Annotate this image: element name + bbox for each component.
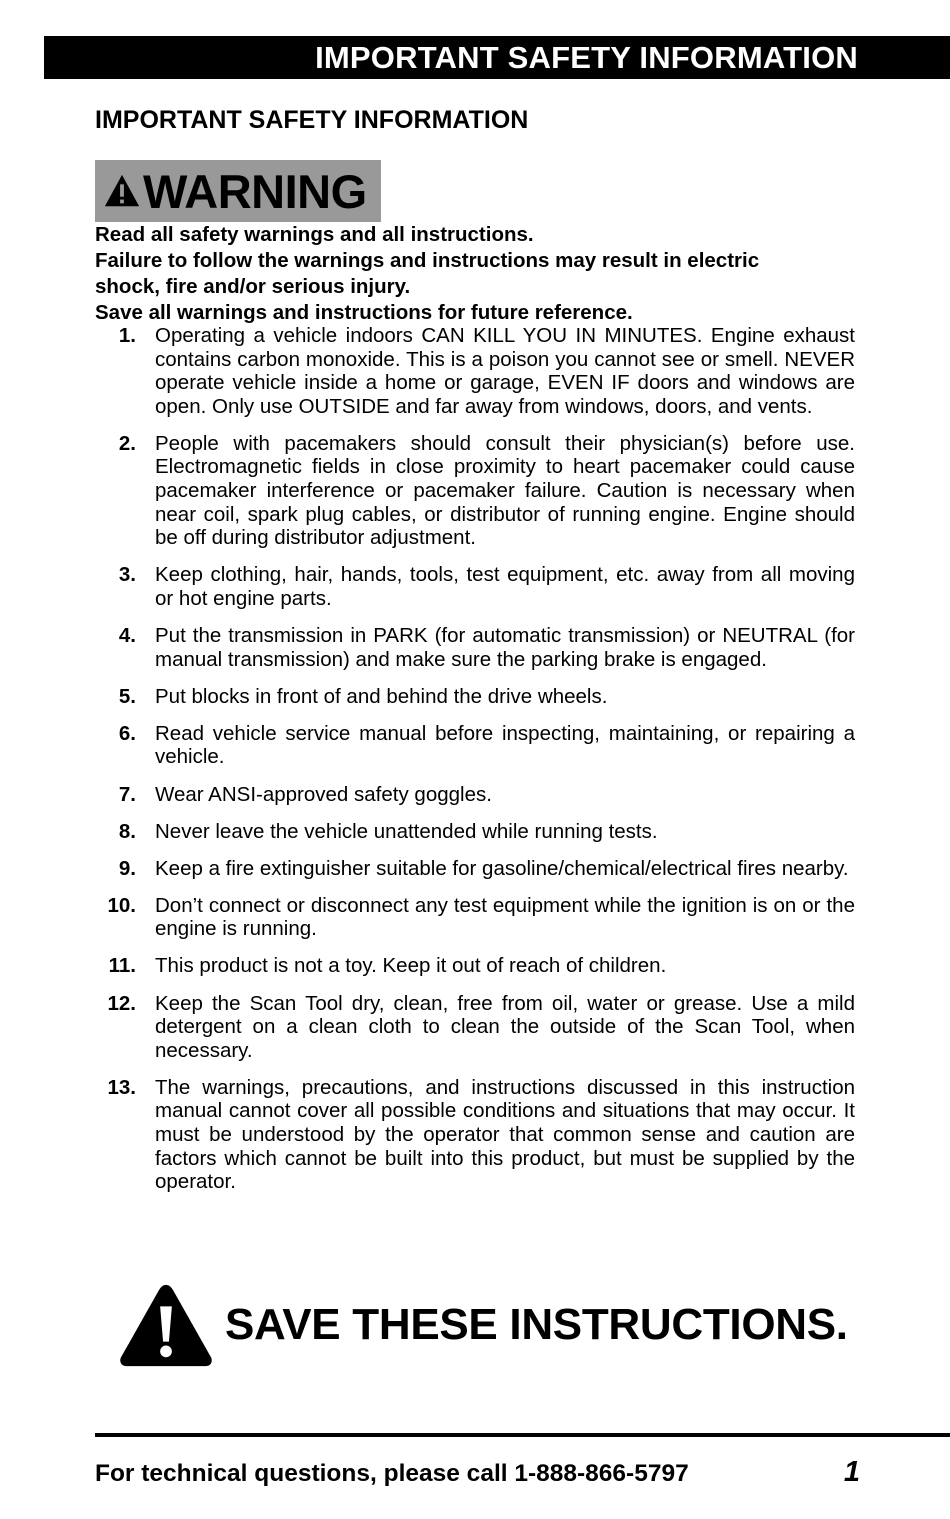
intro-line: Failure to follow the warnings and instructions may result in electric	[95, 249, 760, 272]
save-notice-text: SAVE THESE INSTRUCTIONS.	[225, 1300, 848, 1349]
list-item	[95, 954, 855, 978]
list-item	[95, 992, 855, 1063]
item-text: This product is not a toy. Keep it out of reach of children.	[155, 954, 667, 978]
item-text: Never leave the vehicle unattended while running tests.	[155, 819, 658, 843]
item-number: 12.	[107, 991, 136, 1015]
footer-contact: For technical questions, please call 1-888-866-5797	[95, 1460, 689, 1487]
item-text: Put blocks in front of and behind the drive wheels.	[155, 684, 608, 708]
item-number: 9.	[118, 856, 136, 880]
item-text: Keep the Scan Tool dry, clean, free from oil, water or grease. Use a mild detergent on a clean cloth to clean the outside of the Scan Tool, when necessary.	[155, 991, 855, 1062]
item-text: Don’t connect or disconnect any test equipment while the ignition is on or the engine is running.	[155, 893, 855, 941]
item-text: Keep clothing, hair, hands, tools, test equipment, etc. away from all moving or hot engine parts.	[155, 563, 855, 610]
safety-list	[95, 324, 855, 1207]
list-item	[95, 857, 855, 881]
warning-badge	[95, 160, 381, 222]
item-text: Read vehicle service manual before inspecting, maintaining, or repairing a vehicle.	[155, 721, 855, 769]
list-item	[95, 563, 855, 610]
item-number: 10.	[107, 893, 136, 917]
footer-divider	[95, 1433, 950, 1437]
list-item	[95, 432, 855, 550]
item-text: Keep a fire extinguisher suitable for gasoline/chemical/electrical fires nearby.	[155, 856, 849, 880]
item-number: 5.	[118, 684, 136, 708]
list-item	[95, 894, 855, 941]
item-number: 4.	[118, 624, 136, 648]
list-item	[95, 624, 855, 671]
warning-label: WARNING	[143, 164, 367, 218]
item-number: 11.	[108, 954, 136, 978]
item-number: 7.	[118, 782, 136, 806]
list-item	[95, 1076, 855, 1194]
list-item	[95, 324, 855, 418]
item-text: Put the transmission in PARK (for automatic transmission) or NEUTRAL (for manual transmission) and make sure the parking brake is engaged.	[155, 624, 855, 671]
list-item	[95, 783, 855, 807]
item-number: 8.	[118, 819, 136, 843]
intro-line: Save all warnings and instructions for future reference.	[95, 301, 633, 324]
section-title: IMPORTANT SAFETY INFORMATION	[95, 106, 529, 134]
save-instructions-notice	[117, 1280, 848, 1370]
list-item	[95, 722, 855, 769]
item-text: Operating a vehicle indoors CAN KILL YOU IN MINUTES. Engine exhaust contains carbon monoxide. This is a poison you cannot see or smell. NEVER operate vehicle inside a home or garage, EVEN IF doors and windows are open. Only use OUTSIDE and far away from windows, doors, and vents.	[155, 324, 855, 418]
item-number: 13.	[107, 1075, 136, 1099]
item-number: 6.	[118, 721, 136, 745]
warning-intro	[95, 222, 855, 326]
item-text: The warnings, precautions, and instructions discussed in this instruction manual cannot cover all possible conditions and situations that may occur. It must be understood by the operator that common sense and caution are factors which cannot be built into this product, but must be supplied by the operator.	[155, 1075, 855, 1194]
intro-line: Read all safety warnings and all instructions.	[95, 223, 534, 246]
warning-triangle-icon	[117, 1281, 215, 1369]
page-number: 1	[843, 1456, 860, 1488]
header-bar: IMPORTANT SAFETY INFORMATION	[44, 36, 950, 79]
item-number: 2.	[118, 431, 136, 455]
item-text: People with pacemakers should consult their physician(s) before use. Electromagnetic fields in close proximity to heart pacemaker could cause pacemaker interference or pacemaker failure. Caution is necessary when near coil, spark plug cables, or distributor of running engine. Engine should be off during distributor adjustment.	[155, 431, 855, 550]
list-item	[95, 685, 855, 709]
warning-triangle-icon	[103, 172, 141, 210]
intro-line: shock, fire and/or serious injury.	[95, 275, 411, 298]
item-number: 1.	[118, 324, 136, 347]
item-text: Wear ANSI-approved safety goggles.	[155, 782, 492, 806]
page-footer	[95, 1456, 860, 1489]
item-number: 3.	[118, 563, 136, 587]
list-item	[95, 820, 855, 844]
